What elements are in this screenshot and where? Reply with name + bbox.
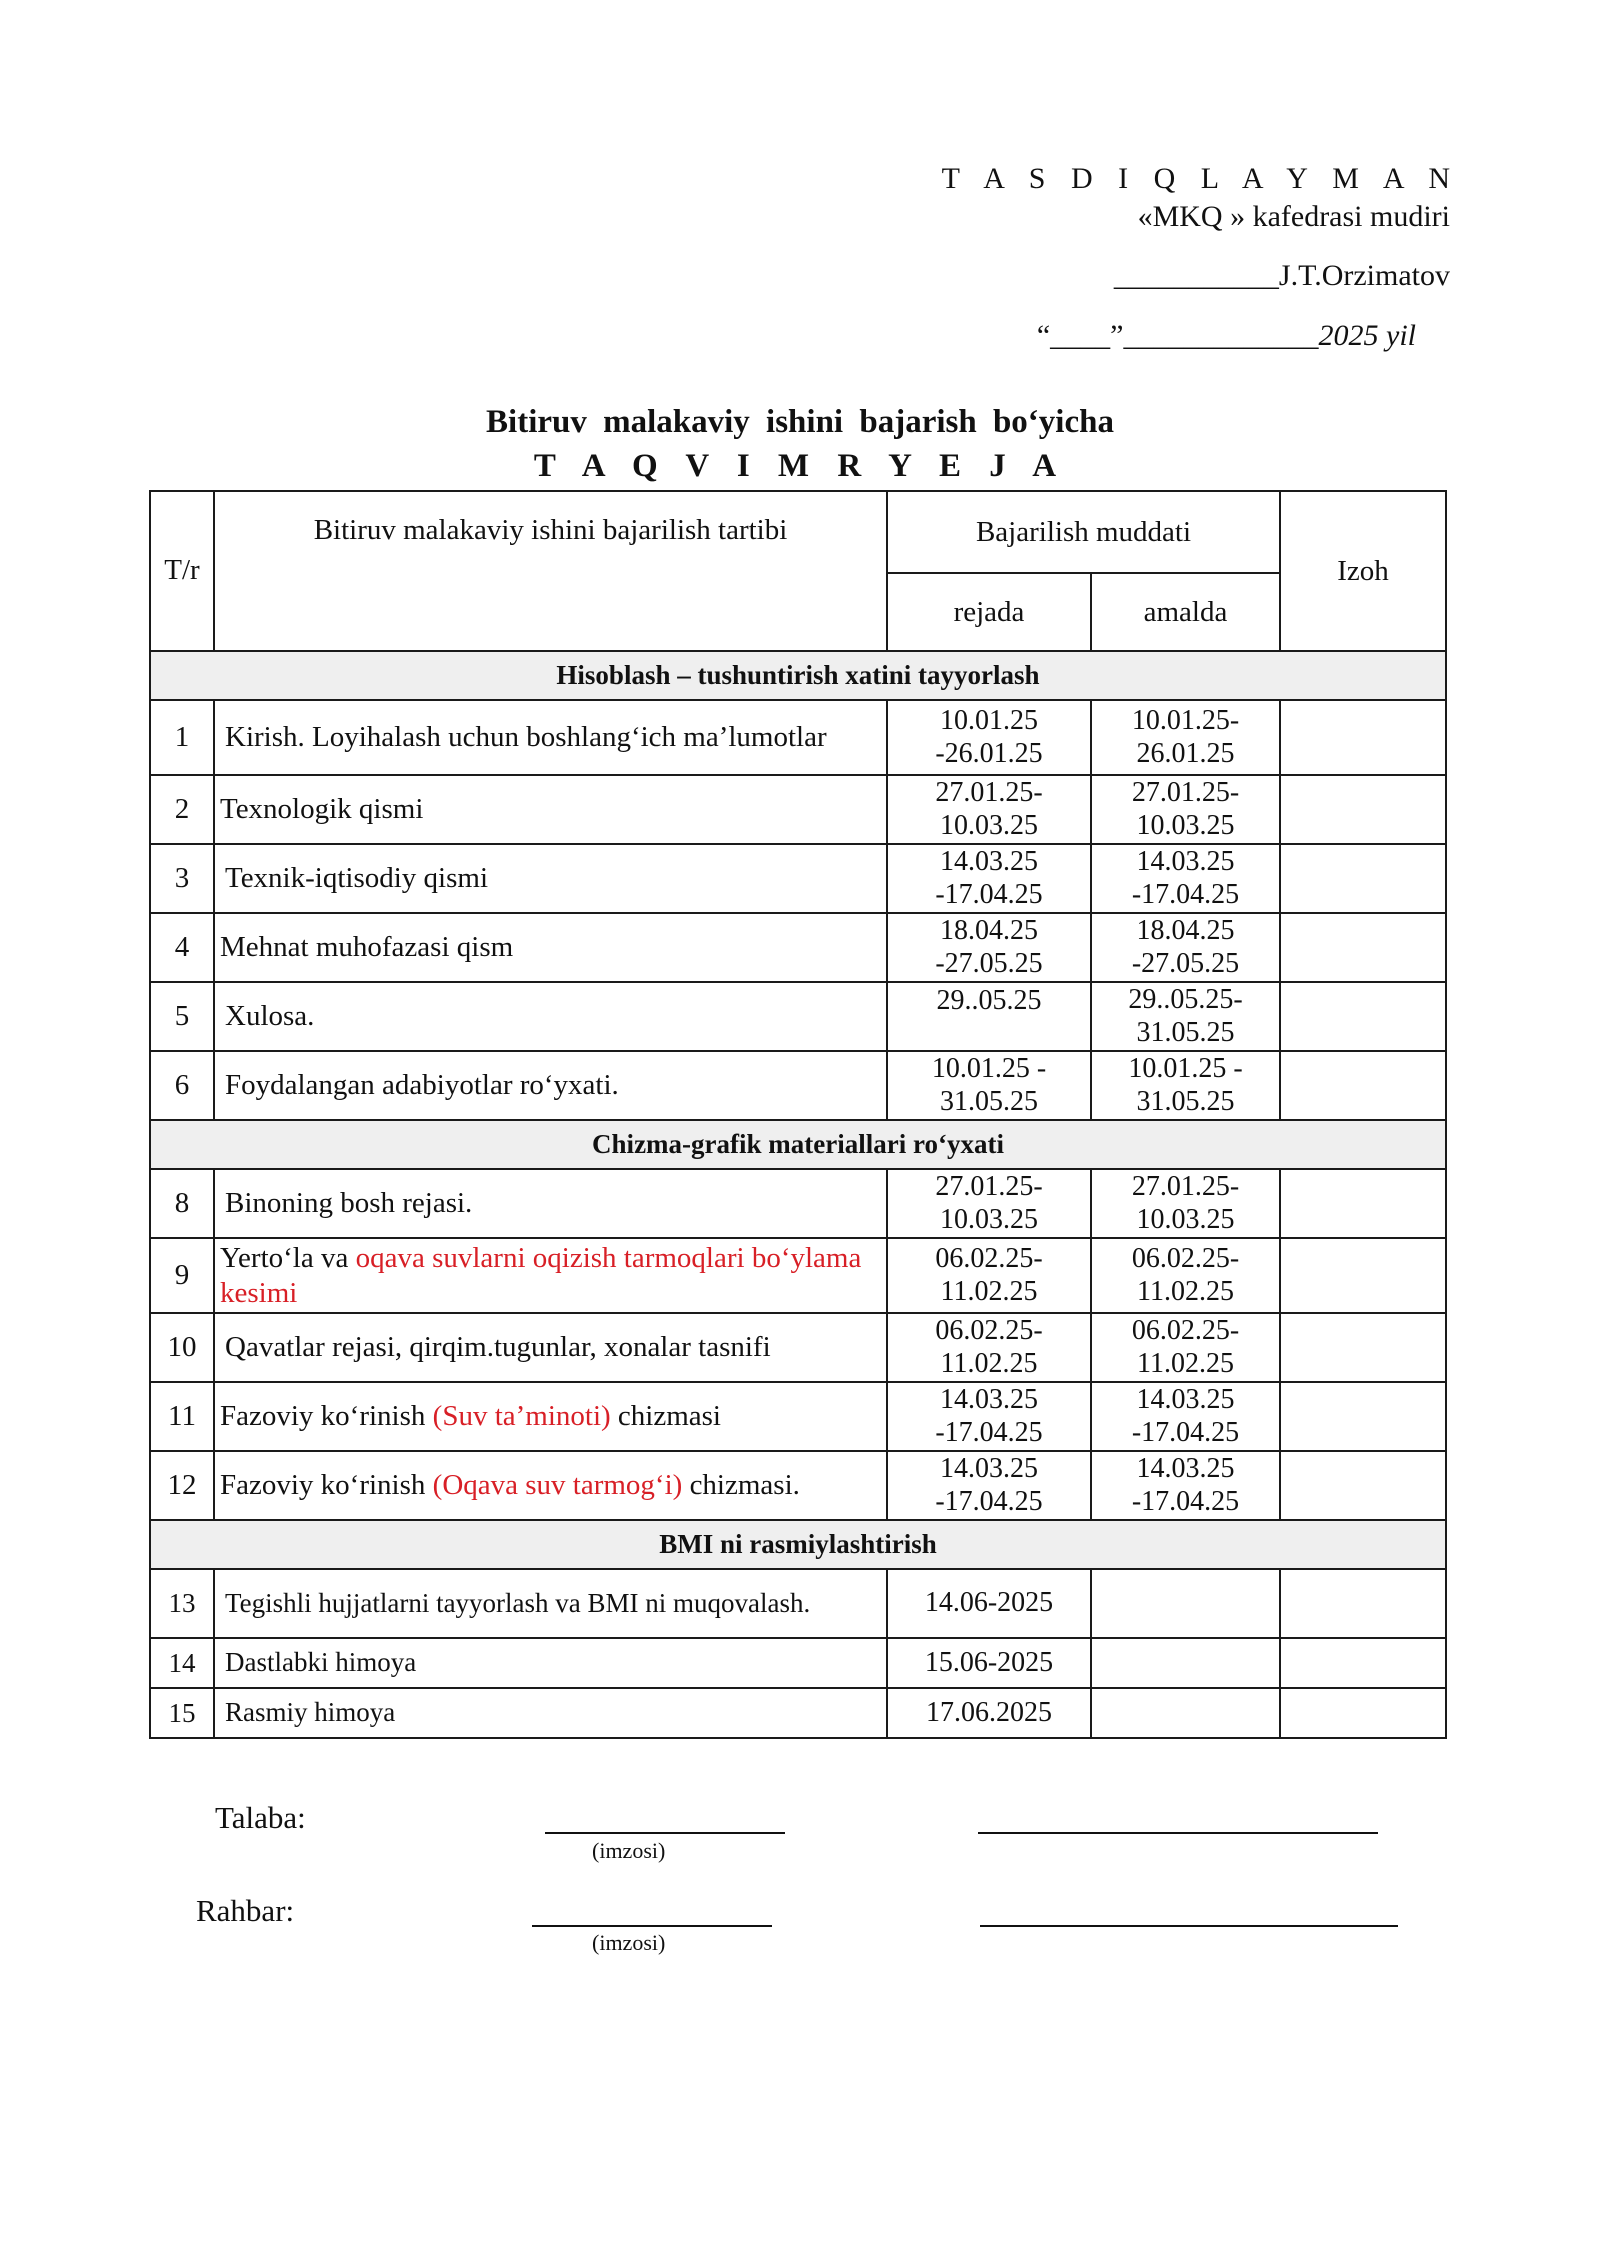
- planned-date: 17.06.2025: [887, 1688, 1091, 1738]
- section-header: BMI ni rasmiylashtirish: [150, 1520, 1446, 1569]
- task-cell: Foydalangan adabiyotlar ro‘yxati.: [214, 1051, 887, 1120]
- date-year: 2025 yil: [1318, 318, 1416, 352]
- table-row: 9 Yerto‘la va oqava suvlarni oqizish tarmoqlari bo‘ylama kesimi 06.02.25- 11.02.25 06.02.25- 11.02.25: [150, 1238, 1446, 1313]
- note-cell: [1280, 982, 1446, 1051]
- note-cell: [1280, 1569, 1446, 1638]
- planned-date: 14.03.25 -17.04.25: [887, 844, 1091, 913]
- supervisor-label: Rahbar:: [196, 1893, 295, 1928]
- actual-date: [1091, 1688, 1280, 1738]
- task-cell: Yerto‘la va oqava suvlarni oqizish tarmoqlari bo‘ylama kesimi: [214, 1238, 887, 1313]
- supervisor-name-line: [980, 1925, 1398, 1927]
- note-cell: [1280, 1451, 1446, 1520]
- actual-date: 29..05.25- 31.05.25: [1091, 982, 1280, 1051]
- actual-date: 10.01.25 - 31.05.25: [1091, 1051, 1280, 1120]
- task-cell: Mehnat muhofazasi qism: [214, 913, 887, 982]
- calendar-plan-table: [149, 490, 1447, 1739]
- planned-date: 27.01.25- 10.03.25: [887, 1169, 1091, 1238]
- table-row: 15 Rasmiy himoya 17.06.2025: [150, 1688, 1446, 1738]
- planned-date: 10.01.25 - 31.05.25: [887, 1051, 1091, 1120]
- note-cell: [1280, 700, 1446, 775]
- header-number: T/r: [150, 491, 214, 651]
- note-cell: [1280, 1169, 1446, 1238]
- actual-date: 18.04.25 -27.05.25: [1091, 913, 1280, 982]
- table-row: 6 Foydalangan adabiyotlar ro‘yxati. 10.01.25 - 31.05.25 10.01.25 - 31.05.25: [150, 1051, 1446, 1120]
- task-cell: Rasmiy himoya: [214, 1688, 887, 1738]
- planned-date: 14.03.25 -17.04.25: [887, 1451, 1091, 1520]
- table-row: 4 Mehnat muhofazasi qism 18.04.25 -27.05.25 18.04.25 -27.05.25: [150, 913, 1446, 982]
- task-cell: Qavatlar rejasi, qirqim.tugunlar, xonalar tasnifi: [214, 1313, 887, 1382]
- supervisor-signature-caption: (imzosi): [592, 1930, 666, 1955]
- note-cell: [1280, 1051, 1446, 1120]
- actual-date: [1091, 1638, 1280, 1688]
- actual-date: 14.03.25 -17.04.25: [1091, 1451, 1280, 1520]
- table-row: 10 Qavatlar rejasi, qirqim.tugunlar, xonalar tasnifi 06.02.25- 11.02.25 06.02.25- 11.02.25: [150, 1313, 1446, 1382]
- head-signature-line: ___________J.T.Orzimatov: [1113, 259, 1450, 292]
- note-cell: [1280, 775, 1446, 844]
- approval-heading: T A S D I Q L A Y M A N: [941, 162, 1459, 195]
- note-cell: [1280, 844, 1446, 913]
- note-cell: [1280, 913, 1446, 982]
- note-cell: [1280, 1313, 1446, 1382]
- student-signature-line: [545, 1832, 785, 1834]
- planned-date: 29..05.25: [887, 982, 1091, 1051]
- planned-date: 18.04.25 -27.05.25: [887, 913, 1091, 982]
- planned-date: 10.01.25 -26.01.25: [887, 700, 1091, 775]
- table-row: 13 Tegishli hujjatlarni tayyorlash va BMI ni muqovalash. 14.06-2025: [150, 1569, 1446, 1638]
- task-cell: Kirish. Loyihalash uchun boshlang‘ich ma’lumotlar: [214, 700, 887, 775]
- header-actual: amalda: [1091, 573, 1280, 651]
- table-row: 5 Xulosa. 29..05.25 29..05.25- 31.05.25: [150, 982, 1446, 1051]
- document-title: Bitiruv malakaviy ishini bajarish bo‘yicha: [486, 404, 1114, 440]
- table-row: 1 Kirish. Loyihalash uchun boshlang‘ich ma’lumotlar 10.01.25 -26.01.25 10.01.25- 26.01.25: [150, 700, 1446, 775]
- approval-date: [942, 317, 1416, 355]
- actual-date: 06.02.25- 11.02.25: [1091, 1313, 1280, 1382]
- header-planned: rejada: [887, 573, 1091, 651]
- section-header: Hisoblash – tushuntirish xatini tayyorlash: [150, 651, 1446, 700]
- task-cell: Xulosa.: [214, 982, 887, 1051]
- table-header-row: [150, 491, 1446, 573]
- table-row: 2 Texnologik qismi 27.01.25- 10.03.25 27.01.25- 10.03.25: [150, 775, 1446, 844]
- document-subtitle: T A Q V I M R Y E J A: [533, 448, 1067, 484]
- actual-date: 27.01.25- 10.03.25: [1091, 775, 1280, 844]
- actual-date: 14.03.25 -17.04.25: [1091, 1382, 1280, 1451]
- table-row: 14 Dastlabki himoya 15.06-2025: [150, 1638, 1446, 1688]
- task-cell: Texnologik qismi: [214, 775, 887, 844]
- header-note: Izoh: [1280, 491, 1446, 651]
- header-deadline: Bajarilish muddati: [887, 491, 1280, 573]
- actual-date: 27.01.25- 10.03.25: [1091, 1169, 1280, 1238]
- planned-date: 06.02.25- 11.02.25: [887, 1313, 1091, 1382]
- student-label: Talaba:: [215, 1800, 306, 1835]
- table-row: 11 Fazoviy ko‘rinish (Suv ta’minoti) chizmasi 14.03.25 -17.04.25 14.03.25 -17.04.25: [150, 1382, 1446, 1451]
- supervisor-signature-line: [532, 1925, 772, 1927]
- planned-date: 06.02.25- 11.02.25: [887, 1238, 1091, 1313]
- task-cell: Fazoviy ko‘rinish (Oqava suv tarmog‘i) chizmasi.: [214, 1451, 887, 1520]
- student-name-line: [978, 1832, 1378, 1834]
- task-cell: Binoning bosh rejasi.: [214, 1169, 887, 1238]
- note-cell: [1280, 1688, 1446, 1738]
- table-row: 3 Texnik-iqtisodiy qismi 14.03.25 -17.04.25 14.03.25 -17.04.25: [150, 844, 1446, 913]
- actual-date: [1091, 1569, 1280, 1638]
- note-cell: [1280, 1382, 1446, 1451]
- section-header: Chizma-grafik materiallari ro‘yxati: [150, 1120, 1446, 1169]
- department-name: «MKQ » kafedrasi mudiri: [1137, 199, 1450, 233]
- planned-date: 15.06-2025: [887, 1638, 1091, 1688]
- task-cell: Tegishli hujjatlarni tayyorlash va BMI ni muqovalash.: [214, 1569, 887, 1638]
- table-row: 12 Fazoviy ko‘rinish (Oqava suv tarmog‘i) chizmasi. 14.03.25 -17.04.25 14.03.25 -17.04.25: [150, 1451, 1446, 1520]
- planned-date: 27.01.25- 10.03.25: [887, 775, 1091, 844]
- table-row: 8 Binoning bosh rejasi. 27.01.25- 10.03.25 27.01.25- 10.03.25: [150, 1169, 1446, 1238]
- note-cell: [1280, 1638, 1446, 1688]
- header-order: Bitiruv malakaviy ishini bajarilish tartibi: [214, 491, 887, 651]
- actual-date: 14.03.25 -17.04.25: [1091, 844, 1280, 913]
- actual-date: 10.01.25- 26.01.25: [1091, 700, 1280, 775]
- planned-date: 14.06-2025: [887, 1569, 1091, 1638]
- date-blank: “____”_____________: [1036, 318, 1319, 352]
- student-signature-caption: (imzosi): [592, 1838, 666, 1863]
- task-cell: Dastlabki himoya: [214, 1638, 887, 1688]
- actual-date: 06.02.25- 11.02.25: [1091, 1238, 1280, 1313]
- approval-block: [941, 160, 1459, 354]
- note-cell: [1280, 1238, 1446, 1313]
- task-cell: Texnik-iqtisodiy qismi: [214, 844, 887, 913]
- task-cell: Fazoviy ko‘rinish (Suv ta’minoti) chizmasi: [214, 1382, 887, 1451]
- planned-date: 14.03.25 -17.04.25: [887, 1382, 1091, 1451]
